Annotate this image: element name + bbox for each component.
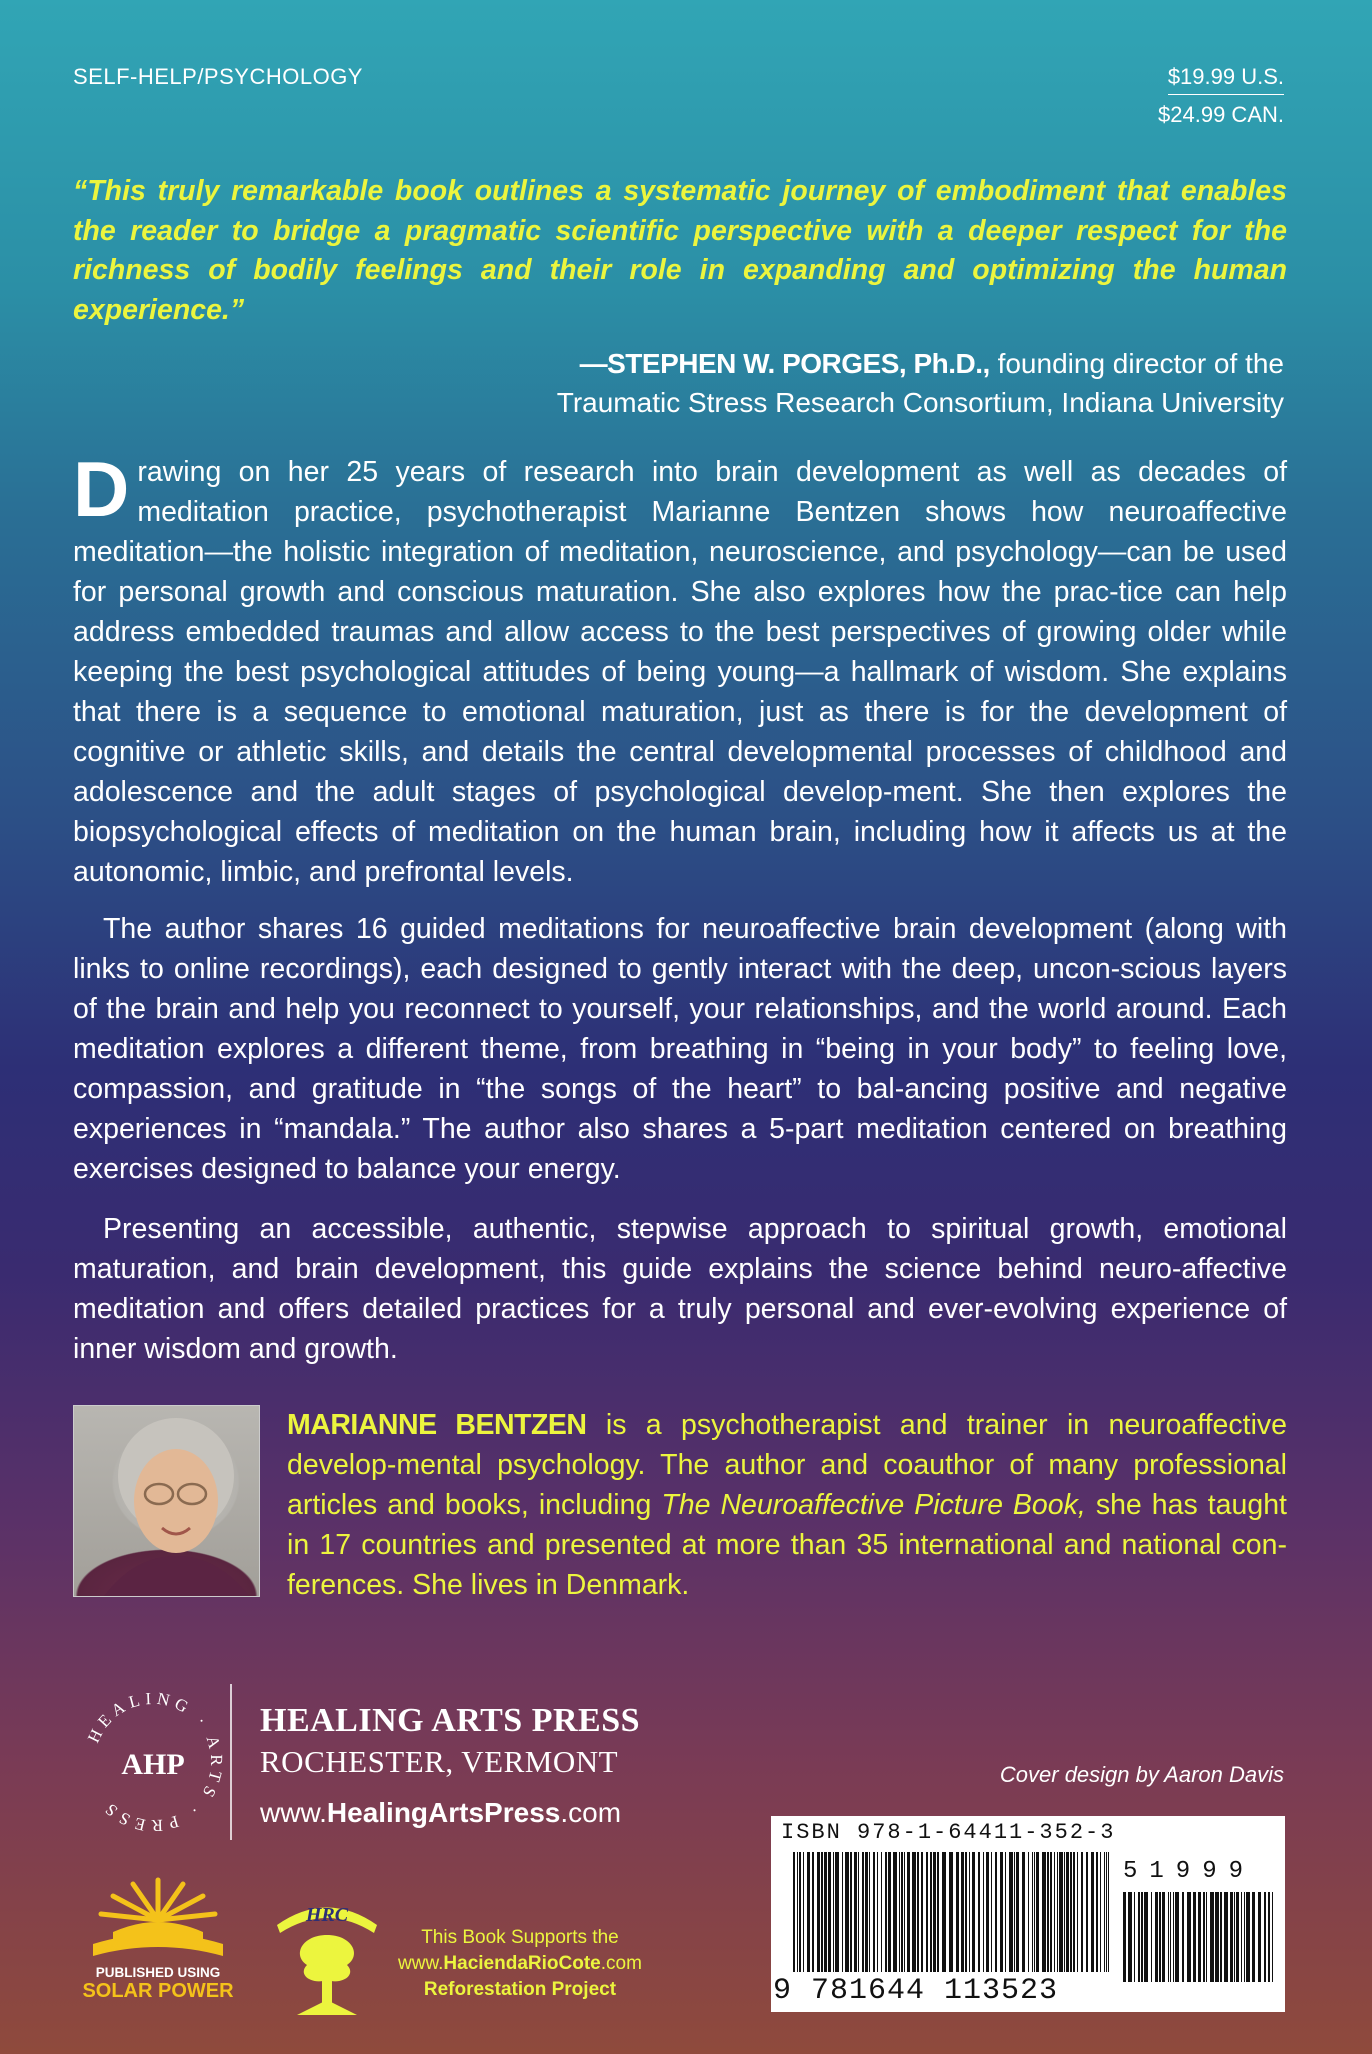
barcode-bar	[885, 1852, 887, 1972]
barcode-bar	[1032, 1852, 1033, 1972]
barcode-bar	[1159, 1892, 1161, 1982]
barcode-bar	[1272, 1892, 1273, 1982]
barcode-bar	[1268, 1892, 1270, 1982]
barcode-bar	[835, 1852, 839, 1972]
hrc-logo-text: HRC	[305, 1904, 349, 1926]
barcode-bar	[807, 1852, 810, 1972]
barcode-bar	[1050, 1852, 1052, 1972]
barcode-bar	[1057, 1852, 1058, 1972]
barcode-bar	[1073, 1852, 1075, 1972]
endorser-title-2: Traumatic Stress Research Consortium, Indiana University	[556, 387, 1284, 418]
barcode-bar	[1014, 1852, 1015, 1972]
publisher-url-suffix: .com	[560, 1797, 622, 1828]
barcode-bar	[824, 1852, 827, 1972]
barcode-bar	[1009, 1852, 1013, 1972]
barcode-bar	[1066, 1852, 1069, 1972]
barcode-bar	[1086, 1852, 1088, 1972]
hrc-support-text	[398, 1925, 642, 2003]
bio-text-1: is a psychotherapist and trainer in neuroaffective develop-mental psychology. The author and coauthor of many professional articles and books, including	[287, 1409, 1287, 1521]
barcode-bar	[1141, 1892, 1143, 1982]
hrc-url[interactable]	[398, 1951, 642, 1977]
barcode-bar	[917, 1852, 919, 1972]
barcode-bar	[986, 1852, 989, 1972]
hrc-line-3: Reforestation Project	[423, 1979, 617, 2000]
barcode-bar	[821, 1852, 823, 1972]
endorsement-quote: “This truly remarkable book outlines a systematic journey of embodiment that enables the reader to bridge a pragmatic scientific perspective with a deeper respect for the richness of bodily feelings and their role in expanding and optimizing the human experience.”	[73, 175, 1287, 326]
publisher-location: ROCHESTER, VERMONT	[260, 1744, 619, 1779]
barcode-bar	[942, 1852, 946, 1972]
barcode-bar	[937, 1852, 939, 1972]
barcode-bar	[1108, 1852, 1109, 1972]
barcode-bar	[930, 1852, 932, 1972]
publisher-url[interactable]	[260, 1797, 621, 1829]
description-paragraph-3: Presenting an accessible, authentic, stepwise approach to spiritual growth, emotional maturation, and brain development, this guide explains the science behind neuro-affective meditation and offers detailed practices for a truly personal and ever-evolving experience of inner wisdom and growth.	[73, 1213, 1287, 1365]
bio-book-title: The Neuroaffective Picture Book,	[661, 1489, 1086, 1521]
barcode-bar	[1138, 1892, 1140, 1982]
barcode-bar	[873, 1852, 875, 1972]
logo-monogram: AHP	[121, 1748, 185, 1781]
drop-cap: D	[73, 445, 130, 533]
barcode-bar	[1220, 1892, 1222, 1982]
barcode-bar	[1106, 1852, 1107, 1972]
barcode-bar	[1034, 1852, 1035, 1972]
barcode-bar	[1091, 1852, 1094, 1972]
publisher-url-domain: HealingArtsPress	[326, 1797, 561, 1828]
barcode-bar	[833, 1852, 834, 1972]
barcode-bar	[991, 1852, 992, 1972]
barcode-bar	[1005, 1852, 1006, 1972]
barcode-bar	[956, 1852, 959, 1972]
author-name: MARIANNE BENTZEN	[287, 1409, 587, 1441]
description-paragraph-2: The author shares 16 guided meditations for neuroaffective brain development (along with links to online recordings), each designed to gently interact with the deep, uncon-scious layers of the brain and help you reconnect to yourself, your relationships, and the world around. Each meditation explores a different theme, from breathing in “being in your body” to feeling love, compassion, and gratitude in “the songs of the heart” to bal-ancing positive and negative experiences in “mandala.” The author also shares a 5-part meditation centered on breathing exercises designed to balance your energy.	[73, 913, 1287, 1185]
hrc-logo	[262, 1885, 392, 2020]
barcode-bar	[1173, 1892, 1174, 1982]
barcode-bar	[1081, 1852, 1083, 1972]
barcode-bar	[1234, 1892, 1235, 1982]
barcode-bar	[1182, 1892, 1184, 1982]
barcode-bar	[842, 1852, 843, 1972]
barcode-bar	[1170, 1892, 1171, 1982]
barcode-bar	[972, 1852, 975, 1972]
barcode-bar	[799, 1852, 801, 1972]
price-can: $24.99 CAN.	[1158, 102, 1284, 127]
endorser-name: —STEPHEN W. PORGES, Ph.D.,	[579, 348, 990, 379]
barcode-bar	[983, 1852, 984, 1972]
barcode-bar	[845, 1852, 849, 1972]
barcode-bar	[869, 1852, 870, 1972]
barcode-bar	[1252, 1892, 1255, 1982]
barcode-bar	[1016, 1852, 1019, 1972]
barcode-bar	[803, 1852, 804, 1972]
barcode-bar	[1210, 1892, 1214, 1982]
author-photo	[73, 1405, 260, 1597]
barcode-bar	[899, 1852, 900, 1972]
barcode-bar	[1215, 1892, 1219, 1982]
barcode-bar	[854, 1852, 857, 1972]
barcode-bar	[1104, 1852, 1105, 1972]
author-bio	[287, 1405, 1287, 1605]
barcode-bar	[1123, 1892, 1126, 1982]
barcode-bar	[1241, 1892, 1242, 1982]
barcode-bar	[1168, 1892, 1169, 1982]
barcode-bar	[907, 1852, 910, 1972]
barcode-bar	[1155, 1892, 1158, 1982]
solar-power-badge	[73, 1872, 243, 2012]
barcode-bar	[1175, 1892, 1179, 1982]
barcode-bar	[901, 1852, 903, 1972]
ean-bars	[793, 1852, 1111, 1982]
barcode-bar	[921, 1852, 923, 1972]
solar-label-1: PUBLISHED USING	[95, 1965, 221, 1980]
barcode-bar	[1258, 1892, 1261, 1982]
healing-arts-press-logo	[73, 1682, 233, 1842]
barcode-price-code: 51999	[1123, 1858, 1256, 1885]
barcode-bar	[1162, 1892, 1165, 1982]
barcode-bar	[1134, 1892, 1135, 1982]
barcode-bar	[949, 1852, 953, 1972]
cover-credit: Cover design by Aaron Davis	[999, 1762, 1284, 1787]
barcode-bar	[1028, 1852, 1029, 1972]
hrc-line-1: This Book Supports the	[421, 1927, 619, 1948]
barcode-bar	[1236, 1892, 1239, 1982]
barcode-bar	[1224, 1892, 1228, 1982]
barcode-bar	[1206, 1892, 1207, 1982]
barcode-bar	[1070, 1852, 1072, 1972]
barcode-bar	[1042, 1852, 1046, 1972]
barcode-bar	[793, 1852, 795, 1972]
publisher-url-prefix: www.	[260, 1797, 327, 1828]
barcode-bar	[1022, 1852, 1025, 1972]
barcode-bar	[1000, 1852, 1003, 1972]
paragraph-1-text: rawing on her 25 years of research into brain development as well as decades of meditation practice, psychotherapist Marianne Bentzen shows how neuroaffective meditation—the holistic integration of meditation, neuroscience, and psychology—can be used for personal growth and conscious maturation. She also explores how the prac-tice can help address embedded traumas and allow access to the best perspectives of growing older while keeping the best psychological attitudes of being young—a hallmark of wisdom. She explains that there is a sequence to emotional maturation, just as there is for the development of cognitive or athletic skills, and details the central developmental processes of childhood and adolescence and the adult stages of psychological develop-ment. She then explores the biopsychological effects of meditation on the human brain, including how it affects us at the autonomic, limbic, and prefrontal levels.	[73, 456, 1287, 888]
barcode-bar	[995, 1852, 997, 1972]
barcode-bar	[1244, 1892, 1245, 1982]
barcode-bar	[1047, 1852, 1049, 1972]
barcode-bar	[812, 1852, 814, 1972]
barcode-bar	[1193, 1892, 1196, 1982]
hrc-url-suffix: .com	[600, 1953, 642, 1974]
barcode-bar	[1187, 1892, 1191, 1982]
hrc-url-domain: HaciendaRioCote	[443, 1953, 601, 1974]
ean-number: 9 781644 113523	[773, 1974, 1059, 2008]
barcode-bar	[1144, 1892, 1148, 1982]
barcode-bar	[1096, 1852, 1098, 1972]
barcode-bar	[1151, 1892, 1152, 1982]
barcode-bar	[912, 1852, 916, 1972]
sun-book-icon	[73, 1872, 243, 1960]
solar-label-2: SOLAR POWER	[82, 1980, 234, 2002]
barcode-bar	[893, 1852, 897, 1972]
barcode-bar	[881, 1852, 882, 1972]
barcode-bar	[978, 1852, 980, 1972]
hrc-url-prefix: www.	[398, 1953, 444, 1974]
barcode-bar	[828, 1852, 831, 1972]
endorsement-attribution	[384, 344, 1284, 422]
barcode-bar	[1246, 1892, 1250, 1982]
barcode-bar	[965, 1852, 967, 1972]
logo-ring-text: HEALING · ARTS · PRESS	[83, 1688, 227, 1836]
isbn-number: ISBN 978-1-64411-352-3	[781, 1820, 1116, 1845]
barcode-bar	[1128, 1892, 1132, 1982]
barcode-bar	[858, 1852, 859, 1972]
addon-bars	[1123, 1892, 1273, 1982]
bio-text-2: she has taught in 17 countries and presented at more than 35 international and national con-ferences. She lives in Denmark.	[287, 1489, 1287, 1601]
barcode-bar	[1064, 1852, 1065, 1972]
barcode-bar	[865, 1852, 868, 1972]
barcode-bar	[904, 1852, 905, 1972]
endorser-title-1: founding director of the	[989, 348, 1284, 379]
price-us: $19.99 U.S.	[1168, 64, 1284, 95]
barcode-bar	[1077, 1852, 1078, 1972]
barcode-bar	[1036, 1852, 1039, 1972]
barcode-bar	[1230, 1892, 1233, 1982]
barcode-bar	[1100, 1852, 1101, 1972]
barcode-bar	[1198, 1892, 1201, 1982]
barcode-bar	[1203, 1892, 1205, 1982]
description-paragraph-1	[73, 445, 1287, 892]
barcode-bar	[1059, 1852, 1063, 1972]
barcode-bar	[877, 1852, 878, 1972]
barcode-bar	[850, 1852, 852, 1972]
isbn-barcode	[771, 1816, 1285, 2012]
barcode-bar	[888, 1852, 891, 1972]
barcode-bar	[1264, 1892, 1266, 1982]
barcode-bar	[969, 1852, 970, 1972]
barcode-bar	[817, 1852, 820, 1972]
publisher-name: HEALING ARTS PRESS	[260, 1702, 641, 1739]
category-label: SELF-HELP/PSYCHOLOGY	[73, 64, 363, 89]
barcode-bar	[1054, 1852, 1055, 1972]
barcode-bar	[961, 1852, 964, 1972]
barcode-bar	[797, 1852, 798, 1972]
barcode-bar	[933, 1852, 936, 1972]
barcode-bar	[862, 1852, 864, 1972]
barcode-bar	[926, 1852, 928, 1972]
